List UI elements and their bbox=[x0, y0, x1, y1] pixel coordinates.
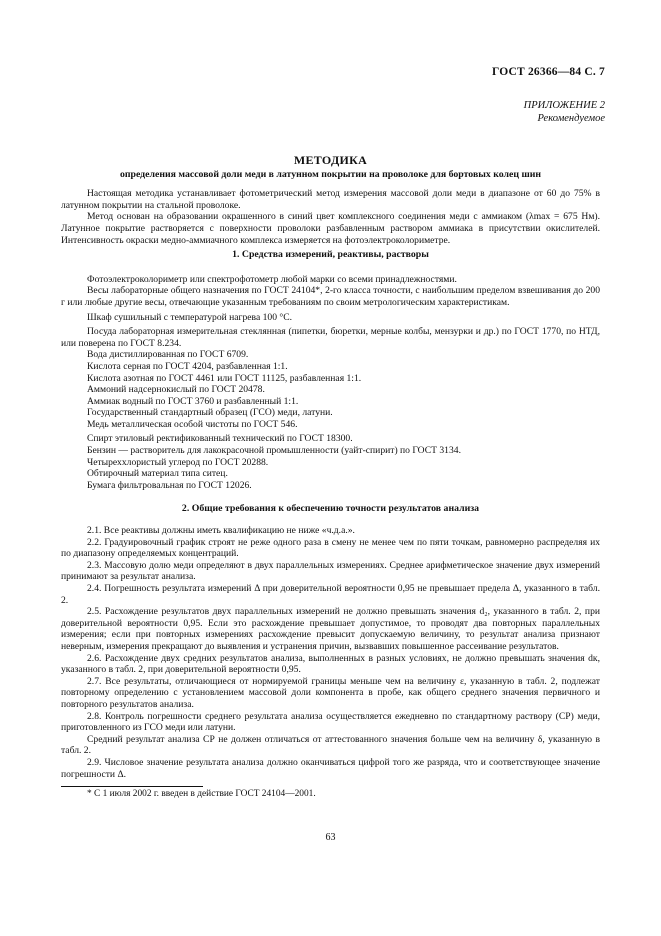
list-item: Весы лабораторные общего назначения по ГОСТ 24104*, 2-го класса точности, с наибольшим пределом взвешивания до 200 г или любые другие весы, отвечающие указанным требованиям по своим метрологическим характеристикам. bbox=[61, 285, 600, 308]
list-item: Четыреххлористый углерод по ГОСТ 20288. bbox=[87, 456, 269, 468]
clause: 2.3. Массовую долю меди определяют в двух параллельных измерениях. Среднее арифметическое значение двух измерений принимают за результат анализа. bbox=[61, 559, 600, 583]
clause: 2.8. Контроль погрешности среднего результата анализа осуществляется ежедневно по стандартному раствору (СР) меди, приготовленного из ГСО меди или латуни. bbox=[61, 710, 600, 734]
standard-header: ГОСТ 26366—84 С. 7 bbox=[492, 66, 605, 78]
clause: 2.4. Погрешность результата измерений Δ при доверительной вероятности 0,95 не превышает предела Δ, указанного в табл. 2. bbox=[61, 583, 600, 606]
list-item: Аммиак водный по ГОСТ 3760 и разбавленный 1:1. bbox=[87, 395, 299, 407]
list-item: Вода дистиллированная по ГОСТ 6709. bbox=[87, 349, 249, 361]
list-item: Посуда лабораторная измерительная стеклянная (пипетки, бюретки, мерные колбы, мензурки и др.) по ГОСТ 1770, по НТД, или поверена по ГОСТ 8.234. bbox=[61, 326, 600, 349]
intro-paragraph: Метод основан на образовании окрашенного в синий цвет комплексного соединения меди с аммиаком (λmax = 675 Нм). Латунное покрытие растворяется с поверхности проволоки разбавленным раствором аммиака в присутствии окислителей. Интенсивность окраски медно-аммиачного комплекса измеряется на фотоэлектроколориметре. bbox=[61, 211, 600, 246]
appendix-status: Рекомендуемое bbox=[537, 113, 605, 124]
footnote: * С 1 июля 2002 г. введен в действие ГОСТ 24104—2001. bbox=[87, 789, 316, 800]
list-item: Аммоний надсернокислый по ГОСТ 20478. bbox=[87, 384, 265, 396]
clause: Средний результат анализа СР не должен отличаться от аттестованного значения больше чем на величину δ, указанную в табл. 2. bbox=[61, 733, 600, 757]
clause: 2.1. Все реактивы должны иметь квалификацию не ниже «ч.д.а.». bbox=[87, 525, 355, 537]
clause: 2.5. Расхождение результатов двух параллельных измерений не должно превышать значения d₂, указанного в табл. 2, при доверительной вероятности 0,95. Если это расхождение превышает допустимое, то проводят два повторных параллельных измерения; если при повторных измерениях расхождение превысит допускаемую величину, то результат анализа признают неверным, измерения прекращают до выявления и устранения причин, вызвавших повышенное рассеивание результатов. bbox=[61, 606, 600, 652]
section-title: 1. Средства измерений, реактивы, растворы bbox=[232, 249, 429, 261]
clause: 2.7. Все результаты, отличающиеся от нормируемой границы меньше чем на величину ε, указанную в табл. 2, подлежат повторному определению с установлением массовой доли компонента в пробе, как общего среднего значения первичного и повторного результатов анализа. bbox=[61, 675, 600, 710]
list-item: Медь металлическая особой чистоты по ГОСТ 546. bbox=[87, 418, 298, 430]
list-item: Государственный стандартный образец (ГСО) меди, латуни. bbox=[87, 407, 333, 419]
list-item: Бумага фильтровальная по ГОСТ 12026. bbox=[87, 479, 252, 491]
list-item: Обтирочный материал типа ситец. bbox=[87, 468, 228, 480]
list-item: Бензин — растворитель для лакокрасочной промышленности (уайт-спирит) по ГОСТ 3134. bbox=[87, 445, 461, 457]
list-item: Спирт этиловый ректификованный технический по ГОСТ 18300. bbox=[87, 433, 353, 445]
document-subtitle: определения массовой доли меди в латунном покрытии на проволоке для бортовых колец шин bbox=[119, 168, 542, 180]
list-item: Кислота серная по ГОСТ 4204, разбавленная 1:1. bbox=[87, 360, 288, 372]
intro-paragraph: Настоящая методика устанавливает фотометрический метод измерения массовой доли меди в диапазоне от 60 до 75% в латунном покрытии на стальной проволоке. bbox=[61, 188, 600, 211]
appendix-label: ПРИЛОЖЕНИЕ 2 bbox=[523, 100, 605, 111]
footnote-divider bbox=[61, 786, 203, 787]
clause: 2.9. Числовое значение результата анализа должно оканчиваться цифрой того же разряда, что и соответствующее значение погрешности Δ. bbox=[61, 756, 600, 780]
document-body bbox=[61, 155, 600, 801]
clause: 2.6. Расхождение двух средних результатов анализа, выполненных в разных условиях, не должно превышать значения dк, указанного в табл. 2, при доверительной вероятности 0,95. bbox=[61, 652, 600, 676]
section-title: 2. Общие требования к обеспечению точности результатов анализа bbox=[181, 503, 480, 515]
clause: 2.2. Градуировочный график строят не реже одного раза в смену не менее чем по пяти точкам, равномерно распределяя их по диапазону определяемых концентраций. bbox=[61, 536, 600, 560]
document-title: МЕТОДИКА bbox=[293, 153, 368, 167]
list-item: Шкаф сушильный с температурой нагрева 100 °С. bbox=[87, 311, 293, 323]
list-item: Фотоэлектроколориметр или спектрофотометр любой марки со всеми принадлежностями. bbox=[87, 273, 457, 285]
appendix-label-block bbox=[524, 99, 605, 125]
list-item: Кислота азотная по ГОСТ 4461 или ГОСТ 11125, разбавленная 1:1. bbox=[87, 372, 362, 384]
page-number: 63 bbox=[325, 832, 336, 843]
